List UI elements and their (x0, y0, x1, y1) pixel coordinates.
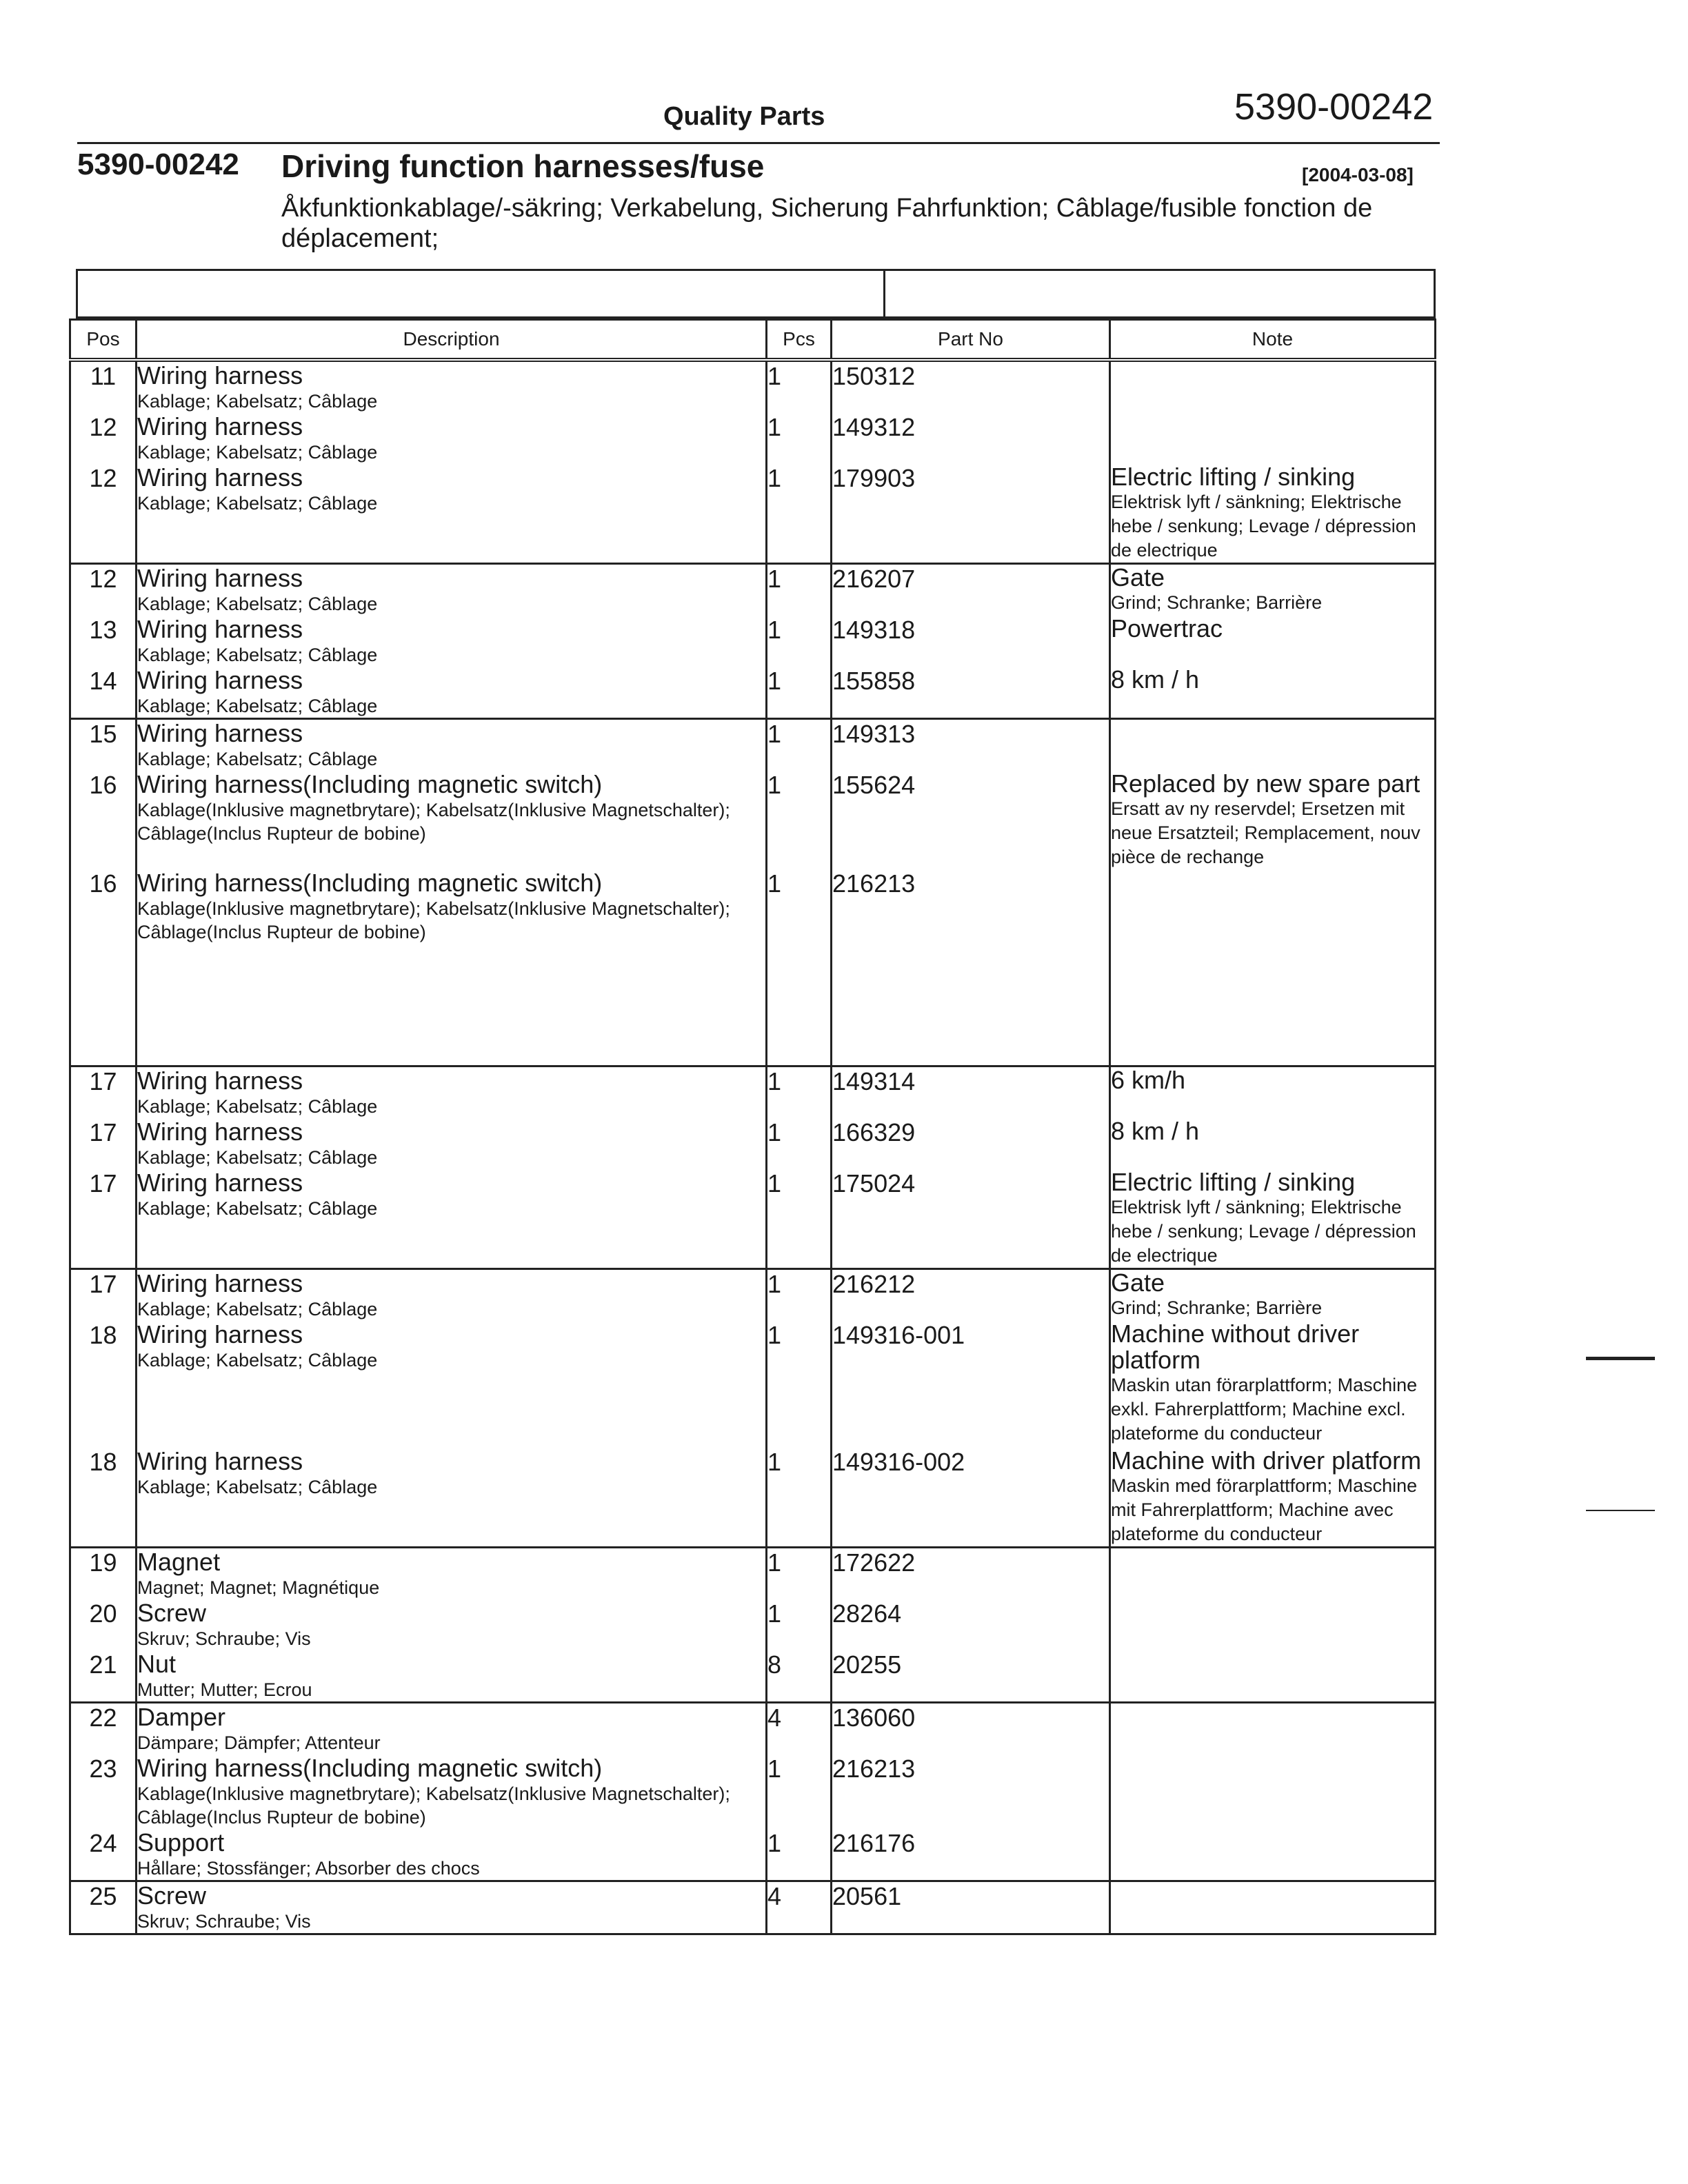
cell-note (1110, 1066, 1436, 1119)
item-name: Wiring harness (137, 719, 303, 747)
cell-pos: 22 (70, 1703, 137, 1755)
item-name: Wiring harness (137, 1066, 303, 1095)
item-translation: Dämpare; Dämpfer; Attenteur (137, 1732, 381, 1753)
doc-title: Driving function harnesses/fuse (281, 148, 765, 184)
note-translation: Grind; Schranke; Barrière (1111, 1297, 1323, 1318)
item-translation: Skruv; Schraube; Vis (137, 1911, 311, 1932)
doc-date: [2004-03-08] (1302, 164, 1414, 185)
cell-pos: 11 (70, 360, 137, 413)
note-main: Powertrac (1111, 614, 1223, 643)
note-main: Gate (1111, 563, 1165, 592)
cell-pcs: 1 (767, 1066, 832, 1119)
note-translation: Elektrisk lyft / sänkning; Elektrische hebe / senkung; Levage / dépression de electrique (1111, 492, 1416, 560)
cell-part-no: 216212 (832, 1269, 1110, 1322)
item-name: Wiring harness(Including magnetic switch) (137, 770, 603, 798)
cell-note (1110, 564, 1436, 616)
item-name: Wiring harness(Including magnetic switch) (137, 1754, 603, 1782)
note-main: 8 km / h (1111, 1117, 1200, 1145)
cell-part-no: 149312 (832, 413, 1110, 464)
table-row (70, 667, 1436, 719)
cell-description (137, 1118, 767, 1169)
cell-pos: 15 (70, 719, 137, 771)
cell-description (137, 1881, 767, 1934)
cell-part-no: 216176 (832, 1829, 1110, 1881)
cell-part-no: 28264 (832, 1599, 1110, 1650)
cell-pcs: 4 (767, 1881, 832, 1934)
cell-pcs: 1 (767, 667, 832, 719)
table-row (70, 1169, 1436, 1269)
cell-pos: 17 (70, 1169, 137, 1269)
cell-part-no: 216213 (832, 1755, 1110, 1829)
table-row (70, 1269, 1436, 1322)
note-main: Electric lifting / sinking (1111, 1168, 1356, 1196)
item-name: Wiring harness (137, 412, 303, 441)
cell-note (1110, 771, 1436, 869)
item-name: Wiring harness (137, 615, 303, 643)
cell-note (1110, 869, 1436, 1066)
cell-pcs: 1 (767, 564, 832, 616)
item-name: Wiring harness (137, 1447, 303, 1475)
cell-note (1110, 1169, 1436, 1269)
item-name: Wiring harness (137, 463, 303, 492)
item-translation: Skruv; Schraube; Vis (137, 1628, 311, 1649)
cell-pos: 17 (70, 1118, 137, 1169)
cell-pcs: 1 (767, 1548, 832, 1600)
cell-part-no: 155858 (832, 667, 1110, 719)
cell-pos: 14 (70, 667, 137, 719)
cell-description (137, 1650, 767, 1703)
cell-note (1110, 1755, 1436, 1829)
item-name: Nut (137, 1650, 177, 1678)
cell-pos: 16 (70, 869, 137, 1066)
cell-description (137, 464, 767, 564)
row-group (70, 360, 1436, 564)
table-row (70, 1321, 1436, 1448)
cell-pos: 25 (70, 1881, 137, 1934)
note-translation: Ersatt av ny reservdel; Ersetzen mit neue Ersatzteil; Remplacement, nouv pièce de rechange (1111, 798, 1420, 867)
cell-pos: 16 (70, 771, 137, 869)
cell-part-no: 149313 (832, 719, 1110, 771)
cell-pcs: 1 (767, 1599, 832, 1650)
cell-note (1110, 1448, 1436, 1548)
cell-pcs: 1 (767, 1118, 832, 1169)
item-translation: Kablage; Kabelsatz; Câblage (137, 1198, 378, 1219)
item-translation: Kablage; Kabelsatz; Câblage (137, 1350, 378, 1371)
cell-pos: 17 (70, 1066, 137, 1119)
cell-pcs: 1 (767, 771, 832, 869)
item-translation: Hållare; Stossfänger; Absorber des chocs (137, 1858, 480, 1879)
cell-description (137, 1829, 767, 1881)
item-translation: Kablage; Kabelsatz; Câblage (137, 1477, 378, 1497)
cell-note (1110, 464, 1436, 564)
cell-part-no: 150312 (832, 360, 1110, 413)
doc-subtitle: Åkfunktionkablage/-säkring; Verkabelung, Sicherung Fahrfunktion; Câblage/fusible fonction de déplacement; (281, 194, 1373, 253)
column-header-part-no: Part No (832, 320, 1110, 361)
cell-description (137, 1703, 767, 1755)
cell-description (137, 1169, 767, 1269)
item-translation: Kablage; Kabelsatz; Câblage (137, 442, 378, 463)
cell-part-no: 216213 (832, 869, 1110, 1066)
cell-note (1110, 1118, 1436, 1169)
cell-pcs: 1 (767, 464, 832, 564)
item-translation: Kablage; Kabelsatz; Câblage (137, 391, 378, 412)
item-translation: Kablage; Kabelsatz; Câblage (137, 749, 378, 769)
row-group (70, 1881, 1436, 1934)
item-translation: Kablage; Kabelsatz; Câblage (137, 594, 378, 614)
note-main: Replaced by new spare part (1111, 769, 1420, 798)
column-header-pos: Pos (70, 320, 137, 361)
cell-pos: 13 (70, 616, 137, 667)
note-main: Electric lifting / sinking (1111, 463, 1356, 491)
table-row (70, 1066, 1436, 1119)
cell-note (1110, 1650, 1436, 1703)
cell-part-no: 216207 (832, 564, 1110, 616)
cell-pcs: 1 (767, 1755, 832, 1829)
cell-part-no: 155624 (832, 771, 1110, 869)
cell-note (1110, 1829, 1436, 1881)
cell-note (1110, 1269, 1436, 1322)
table-row (70, 719, 1436, 771)
note-translation: Maskin utan förarplattform; Maschine exkl. Fahrerplattform; Machine excl. plateforme du conducteur (1111, 1375, 1418, 1444)
cell-part-no: 149314 (832, 1066, 1110, 1119)
table-row (70, 1118, 1436, 1169)
item-name: Wiring harness (137, 361, 303, 390)
cell-description (137, 1548, 767, 1600)
cell-pos: 18 (70, 1321, 137, 1448)
cell-description (137, 616, 767, 667)
cell-pos: 12 (70, 413, 137, 464)
cell-pcs: 1 (767, 1321, 832, 1448)
column-header-note: Note (1110, 320, 1436, 361)
cell-pos: 23 (70, 1755, 137, 1829)
blank-box-divider (883, 271, 885, 316)
item-name: Wiring harness (137, 1269, 303, 1297)
cell-description (137, 1599, 767, 1650)
cell-pos: 20 (70, 1599, 137, 1650)
item-translation: Magnet; Magnet; Magnétique (137, 1577, 380, 1598)
item-name: Support (137, 1828, 225, 1857)
column-header-description: Description (137, 320, 767, 361)
item-translation: Kablage(Inklusive magnetbrytare); Kabelsatz(Inklusive Magnetschalter); Câblage(Inclus Rupteur de bobine) (137, 1783, 730, 1828)
cell-pos: 21 (70, 1650, 137, 1703)
cell-note (1110, 360, 1436, 413)
item-name: Wiring harness (137, 564, 303, 592)
item-translation: Kablage; Kabelsatz; Câblage (137, 696, 378, 716)
cell-description (137, 1448, 767, 1548)
cell-part-no: 175024 (832, 1169, 1110, 1269)
cell-note (1110, 1548, 1436, 1600)
cell-part-no: 172622 (832, 1548, 1110, 1600)
column-header-pcs: Pcs (767, 320, 832, 361)
cell-pos: 24 (70, 1829, 137, 1881)
note-main: Machine with driver platform (1111, 1446, 1422, 1475)
header-doc-number: 5390-00242 (1234, 86, 1434, 128)
cell-note (1110, 1881, 1436, 1934)
doc-code: 5390-00242 (77, 148, 239, 181)
table-row (70, 1703, 1436, 1755)
row-group (70, 1269, 1436, 1548)
item-name: Wiring harness (137, 1169, 303, 1197)
table-row (70, 564, 1436, 616)
parts-table (69, 318, 1436, 1935)
cell-pcs: 1 (767, 413, 832, 464)
cell-note (1110, 1321, 1436, 1448)
row-group (70, 1066, 1436, 1269)
cell-pcs: 4 (767, 1703, 832, 1755)
cell-part-no: 149316-001 (832, 1321, 1110, 1448)
item-translation: Kablage; Kabelsatz; Câblage (137, 645, 378, 665)
cell-pcs: 1 (767, 1829, 832, 1881)
note-main: 8 km / h (1111, 665, 1200, 694)
cell-description (137, 1755, 767, 1829)
table-row (70, 771, 1436, 869)
cell-pos: 12 (70, 464, 137, 564)
item-translation: Kablage; Kabelsatz; Câblage (137, 1096, 378, 1117)
cell-pcs: 1 (767, 1448, 832, 1548)
cell-part-no: 136060 (832, 1703, 1110, 1755)
cell-pos: 12 (70, 564, 137, 616)
cell-part-no: 149318 (832, 616, 1110, 667)
item-translation: Kablage(Inklusive magnetbrytare); Kabelsatz(Inklusive Magnetschalter); Câblage(Inclus Rupteur de bobine) (137, 800, 730, 844)
item-name: Wiring harness (137, 1320, 303, 1348)
table-row (70, 1548, 1436, 1600)
note-main: Machine without driver platform (1111, 1320, 1360, 1374)
cell-description (137, 667, 767, 719)
table-row (70, 1448, 1436, 1548)
cell-part-no: 20255 (832, 1650, 1110, 1703)
cell-pos: 19 (70, 1548, 137, 1600)
cell-part-no: 20561 (832, 1881, 1110, 1934)
cell-pos: 17 (70, 1269, 137, 1322)
cell-description (137, 1321, 767, 1448)
note-main: Gate (1111, 1268, 1165, 1297)
cell-pcs: 1 (767, 1269, 832, 1322)
table-header-row (70, 320, 1436, 361)
row-group (70, 719, 1436, 1066)
cell-description (137, 564, 767, 616)
cell-pcs: 1 (767, 360, 832, 413)
table-row (70, 1599, 1436, 1650)
cell-note (1110, 719, 1436, 771)
item-translation: Kablage; Kabelsatz; Câblage (137, 1299, 378, 1320)
table-row (70, 1650, 1436, 1703)
item-name: Magnet (137, 1548, 221, 1576)
item-name: Wiring harness(Including magnetic switch) (137, 869, 603, 897)
cell-note (1110, 1599, 1436, 1650)
item-name: Wiring harness (137, 666, 303, 694)
cell-pcs: 8 (767, 1650, 832, 1703)
item-name: Wiring harness (137, 1118, 303, 1146)
cell-part-no: 149316-002 (832, 1448, 1110, 1548)
table-row (70, 616, 1436, 667)
item-name: Screw (137, 1881, 207, 1910)
cell-pcs: 1 (767, 719, 832, 771)
note-translation: Grind; Schranke; Barrière (1111, 592, 1323, 613)
cell-pcs: 1 (767, 869, 832, 1066)
cell-note (1110, 667, 1436, 719)
scan-mark (1586, 1510, 1655, 1511)
table-row (70, 1881, 1436, 1934)
cell-description (137, 1066, 767, 1119)
item-translation: Kablage(Inklusive magnetbrytare); Kabelsatz(Inklusive Magnetschalter); Câblage(Inclus Rupteur de bobine) (137, 898, 730, 942)
cell-description (137, 1269, 767, 1322)
header-rule (77, 142, 1440, 144)
cell-pcs: 1 (767, 616, 832, 667)
item-name: Screw (137, 1599, 207, 1627)
cell-description (137, 869, 767, 1066)
item-name: Damper (137, 1703, 226, 1731)
note-main: 6 km/h (1111, 1066, 1186, 1094)
row-group (70, 564, 1436, 719)
scan-mark (1586, 1357, 1655, 1360)
cell-description (137, 771, 767, 869)
table-row (70, 464, 1436, 564)
cell-pcs: 1 (767, 1169, 832, 1269)
cell-note (1110, 616, 1436, 667)
table-row (70, 1829, 1436, 1881)
row-group (70, 1703, 1436, 1881)
cell-part-no: 166329 (832, 1118, 1110, 1169)
header-center-title: Quality Parts (663, 102, 825, 131)
row-group (70, 1548, 1436, 1703)
table-row (70, 413, 1436, 464)
cell-pos: 18 (70, 1448, 137, 1548)
cell-description (137, 413, 767, 464)
cell-note (1110, 413, 1436, 464)
note-translation: Elektrisk lyft / sänkning; Elektrische hebe / senkung; Levage / dépression de electrique (1111, 1197, 1416, 1266)
cell-description (137, 719, 767, 771)
cell-note (1110, 1703, 1436, 1755)
cell-description (137, 360, 767, 413)
item-translation: Kablage; Kabelsatz; Câblage (137, 493, 378, 514)
table-row (70, 869, 1436, 1066)
table-row (70, 1755, 1436, 1829)
blank-header-box (76, 269, 1436, 318)
note-translation: Maskin med förarplattform; Maschine mit Fahrerplattform; Machine avec plateforme du conducteur (1111, 1475, 1418, 1544)
cell-part-no: 179903 (832, 464, 1110, 564)
table-row (70, 360, 1436, 413)
item-translation: Mutter; Mutter; Ecrou (137, 1679, 312, 1700)
item-translation: Kablage; Kabelsatz; Câblage (137, 1147, 378, 1168)
